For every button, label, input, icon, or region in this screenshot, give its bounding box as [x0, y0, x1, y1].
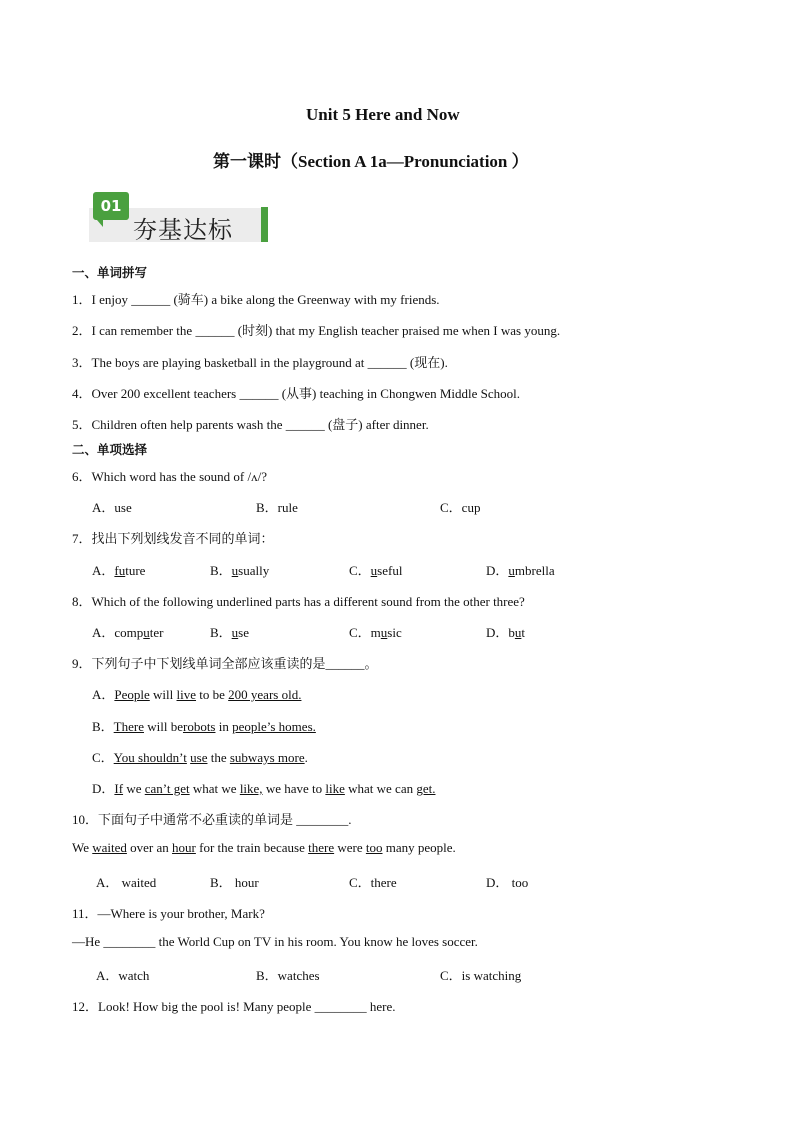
- q8-option-d: D．but: [486, 625, 526, 640]
- q6-option-a: A．use: [92, 500, 132, 515]
- question-3: 3．The boys are playing basketball in the playground at ______ (现在).: [72, 355, 448, 370]
- question-2: 2．I can remember the ______ (时刻) that my English teacher praised me when I was young.: [72, 323, 561, 338]
- q8-option-b: B．use: [210, 625, 250, 640]
- section-heading-choice: 二、单项选择: [72, 443, 148, 457]
- badge-number: 01: [93, 192, 129, 220]
- badge-label: 夯基达标: [133, 216, 233, 244]
- q9-option-a: A．People will live to be 200 years old.: [92, 687, 302, 702]
- q8-option-a: A．computer: [92, 625, 164, 640]
- q6-option-c: C．cup: [440, 500, 481, 515]
- q10-option-d: D． too: [486, 875, 529, 890]
- question-11: 11．—Where is your brother, Mark?: [72, 906, 265, 921]
- q7-option-d: D．umbrella: [486, 563, 555, 578]
- question-10: 10．下面句子中通常不必重读的单词是 ________.: [72, 812, 352, 827]
- question-4: 4．Over 200 excellent teachers ______ (从事) teaching in Chongwen Middle School.: [72, 386, 521, 401]
- q10-sentence: We waited over an hour for the train because there were too many people.: [72, 840, 456, 855]
- question-8: 8．Which of the following underlined parts has a different sound from the other three?: [72, 594, 525, 609]
- section-badge: [83, 188, 271, 244]
- question-7: 7．找出下列划线发音不同的单词：: [72, 531, 274, 546]
- question-5: 5．Children often help parents wash the ______ (盘子) after dinner.: [72, 417, 429, 432]
- q10-option-b: B． hour: [210, 875, 259, 890]
- q9-option-b: B．There will berobots in people’s homes.: [92, 719, 316, 734]
- question-9: 9．下列句子中下划线单词全部应该重读的是______。: [72, 656, 378, 671]
- page-title: Unit 5 Here and Now: [306, 105, 460, 124]
- q8-option-c: C．music: [349, 625, 402, 640]
- q11-line-2: —He ________ the World Cup on TV in his room. You know he loves soccer.: [72, 934, 478, 949]
- q7-option-b: B．usually: [210, 563, 270, 578]
- q10-option-a: A． waited: [96, 875, 157, 890]
- q7-option-c: C．useful: [349, 563, 403, 578]
- q11-option-a: A．watch: [96, 968, 150, 983]
- lesson-subtitle: 第一课时（Section A 1a—Pronunciation ）: [213, 152, 529, 171]
- question-1: 1．I enjoy ______ (骑车) a bike along the Greenway with my friends.: [72, 292, 440, 307]
- section-heading-spelling: 一、单词拼写: [72, 266, 148, 280]
- q6-option-b: B．rule: [256, 500, 298, 515]
- q10-option-c: C．there: [349, 875, 397, 890]
- q11-option-c: C．is watching: [440, 968, 522, 983]
- q11-option-b: B．watches: [256, 968, 320, 983]
- q9-option-c: C．You shouldn’t use the subways more.: [92, 750, 308, 765]
- question-12: 12．Look! How big the pool is! Many people ________ here.: [72, 999, 396, 1014]
- badge-accent-bar: [261, 207, 268, 242]
- q7-option-a: A．future: [92, 563, 146, 578]
- q9-option-d: D．If we can’t get what we like, we have to like what we can get.: [92, 781, 436, 796]
- question-6: 6．Which word has the sound of /ʌ/?: [72, 469, 267, 484]
